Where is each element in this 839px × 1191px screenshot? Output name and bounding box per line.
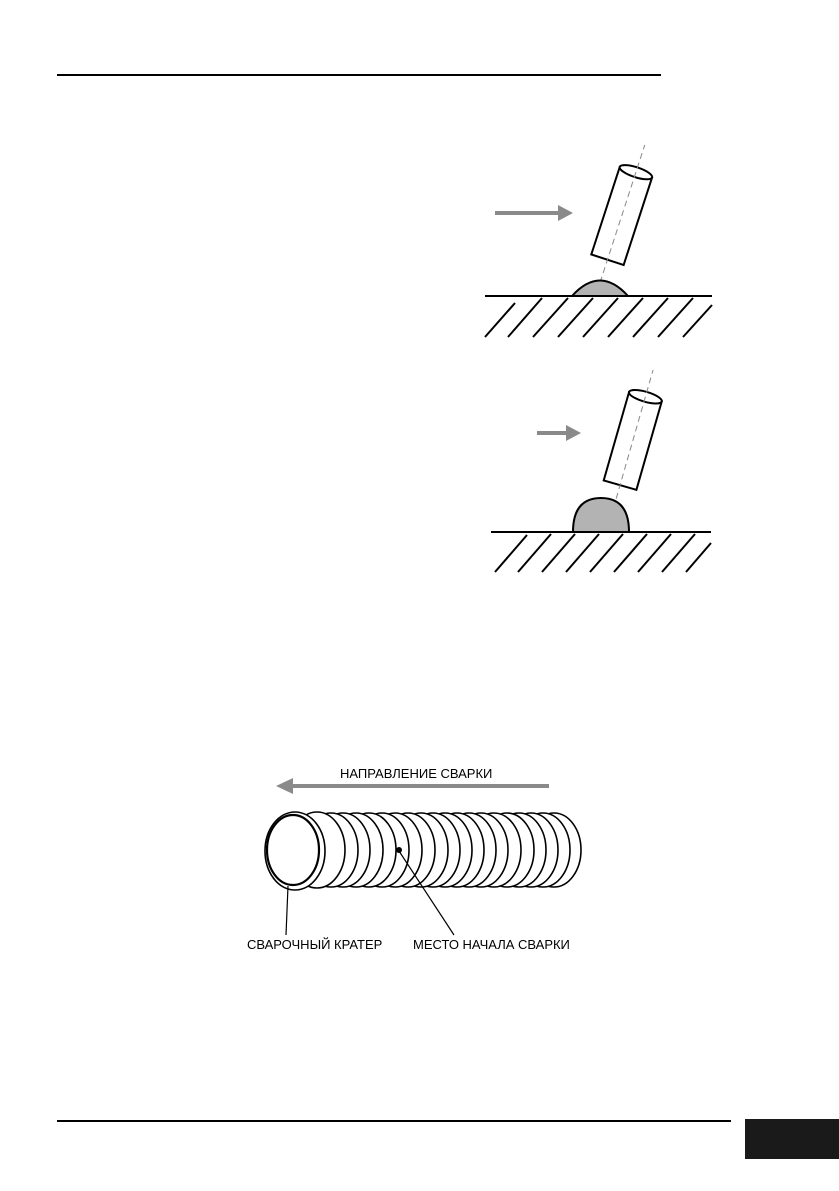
weld-bead-diagram bbox=[240, 755, 600, 965]
footer-rule bbox=[57, 1120, 731, 1122]
electrode-diagram-1 bbox=[480, 145, 720, 345]
direction-arrow-icon bbox=[495, 205, 573, 221]
crater-leader-line bbox=[286, 886, 288, 935]
weld-bead bbox=[572, 281, 628, 297]
electrode-icon bbox=[581, 145, 664, 296]
page-number-tab bbox=[745, 1119, 839, 1159]
start-point-marker bbox=[396, 847, 402, 853]
base-metal bbox=[491, 532, 711, 572]
direction-label: НАПРАВЛЕНИЕ СВАРКИ bbox=[340, 766, 493, 781]
base-metal bbox=[485, 296, 712, 337]
electrode-diagram-2 bbox=[485, 370, 725, 580]
crater-label: СВАРОЧНЫЙ КРАТЕР bbox=[247, 937, 383, 952]
weld-bead bbox=[573, 498, 629, 532]
start-label: МЕСТО НАЧАЛА СВАРКИ bbox=[413, 937, 570, 952]
header-rule bbox=[57, 74, 661, 76]
direction-arrow-icon bbox=[537, 425, 581, 441]
weld-crater bbox=[267, 815, 319, 885]
